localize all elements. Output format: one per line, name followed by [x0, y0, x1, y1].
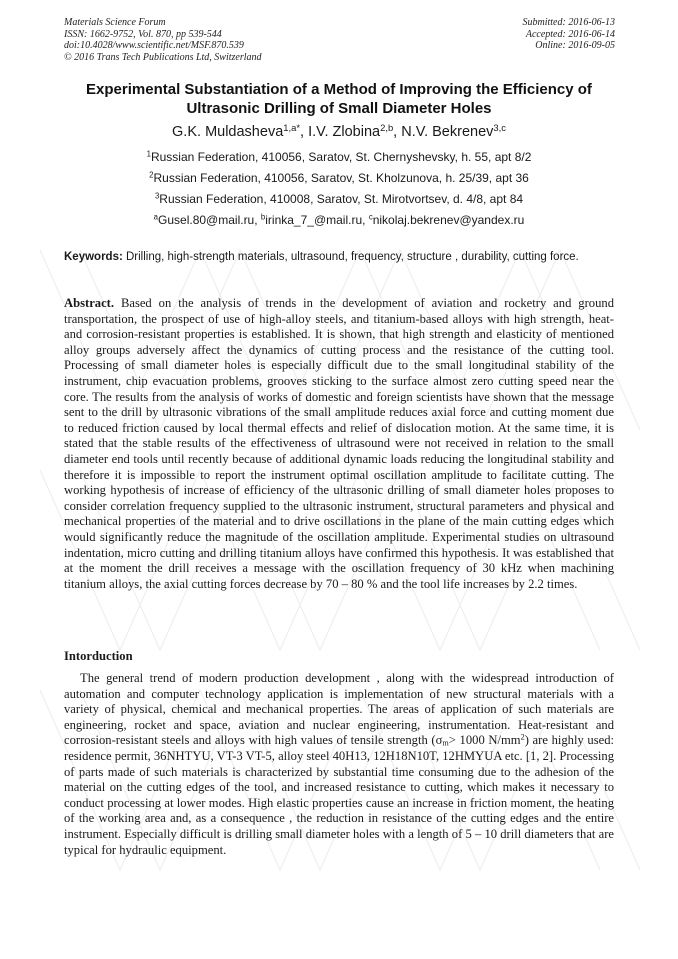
keywords — [64, 250, 614, 264]
abstract-label: Abstract. — [64, 296, 115, 310]
journal-name: Materials Science Forum — [64, 17, 166, 28]
paper-title: Experimental Substantiation of a Method of Improving the Efficiency of Ultrasonic Drilling of Small Diameter Holes — [86, 81, 592, 117]
intro-text: The general trend of modern production development , along with the widespread introduction of automation and computer technology application is implementation of new structural materials with a variety of physical, chemical and mechanical properties. The areas of application of such materials are engineering, rocket and space, aviation and nuclear engineering, instrumentation. Heat-resistant and corrosion-resistant steels and alloys with high values of tensile strength (σ — [64, 671, 614, 748]
affiliation-1 — [40, 150, 638, 164]
unit-superscript: 2 — [520, 732, 525, 742]
email-address[interactable]: irinka_7_@mail.ru, — [265, 213, 369, 227]
intro-text: > 1000 N/mm — [448, 733, 521, 748]
intro-text: ) are highly used: residence permit, 36NHTYU, VT-3 VT-5, alloy steel 40H13, 12H18N10T, 12HMYUA etc. [1, 2]. Processing of parts made of such materials is characterized by substantial time consuming due to the adhesion of the material on the cutting edges of the tool, and increased resistance to cutting, which makes it necessary to conduct processing at lower modes. High elastic properties cause an increase in friction moment, the heating of the working area and, as a consequence , the reduction in resistance of the cutting edges and the entire instrument. Especially difficult is drilling small diameter holes with a length of 5 – 10 drill diameters that are typical for hydraulic equipment. — [64, 733, 614, 857]
keywords-text: Drilling, high-strength materials, ultrasound, frequency, structure , durability, cutting force. — [122, 251, 579, 263]
author-superscript: 2,b — [380, 121, 394, 133]
email-marker: a — [153, 212, 159, 222]
accepted-date: Accepted: 2016-06-14 — [525, 28, 615, 40]
author-name: G.K. Muldasheva — [172, 124, 284, 140]
affiliation-marker: 2 — [149, 170, 154, 180]
abstract — [64, 296, 614, 592]
journal-info — [64, 17, 262, 63]
copyright-line: © 2016 Trans Tech Publications Ltd, Switzerland — [64, 51, 262, 63]
affiliation-marker: 1 — [146, 149, 151, 159]
author-name: I.V. Zlobina — [308, 124, 381, 140]
submission-dates — [523, 17, 616, 52]
issn-line: ISSN: 1662-9752, Vol. 870, pp 539-544 — [64, 28, 222, 40]
email-marker: c — [368, 212, 373, 222]
affiliation-text: Russian Federation, 410008, Saratov, St. Mirotvortsev, d. 4/8, apt 84 — [159, 192, 524, 206]
author-separator: , — [393, 124, 402, 140]
email-address[interactable]: Gusel.80@mail.ru, — [158, 213, 261, 227]
author-separator: , — [300, 124, 309, 140]
abstract-text: Based on the analysis of trends in the development of aviation and rocketry and ground transportation, the prospect of use of high-alloy steels, and titanium-based alloys with high strength, heat-and corrosion-resistant properties is established. It is shown, that high strength and elasticity of mentioned alloy groups adversely affect the dynamics of cutting process and the resistance of the cutting tool. Processing of small diameter holes is especially difficult due to the small longitudinal stability of the instrument, chip evacuation problems, grooves sticking to the surface almost zero cutting speed near the core. The results from the analysis of works of domestic and foreign scientists have shown that the message sent to the drill by ultrasonic vibrations of the small amplitude reduces axial force and cutting moment due to reduced friction caused by local thermal effects and relief of dislocation motion. At the same time, it is stated that the stable results of the effectiveness of ultrasound were not received in relation to the small diameter end tools until recently because of additional dynamic loads reducing the longitudinal stability and therefore it is impossible to report the instrument optimal oscillation amplitude to facilitate cutting. The working hypothesis of increase of efficiency of the ultrasonic drilling of small diameter holes proposes to consider correlation frequency supplied to the ultrasonic instrument, structural parameters and physical and mechanical properties of the material and to drive oscillations in the plane of the main cutting edges which would significantly reduce the magnitude of the oscillation amplitude. Experimental studies on ultrasound indentation, micro cutting and drilling titanium alloys have confirmed this hypothesis. It was established that at the moment the drill receives a message with the oscillation frequency of 30 kHz when machining titanium alloys, the axial cutting forces decrease by 70 – 80 % and the tool life increases by 2.2 times. — [64, 296, 614, 591]
author-name: N.V. Bekrenev — [401, 124, 494, 140]
email-address[interactable]: nikolaj.bekrenev@yandex.ru — [372, 213, 525, 227]
affiliation-text: Russian Federation, 410056, Saratov, St. Chernyshevsky, h. 55, apt 8/2 — [150, 150, 532, 164]
submitted-date: Submitted: 2016-06-13 — [522, 17, 615, 28]
sigma-subscript: m — [442, 739, 449, 748]
section-heading-introduction: Intorduction — [64, 649, 133, 663]
author-list — [40, 123, 638, 141]
email-list — [40, 213, 638, 227]
introduction-paragraph — [64, 671, 614, 858]
doi-line: doi:10.4028/www.scientific.net/MSF.870.539 — [64, 40, 244, 51]
affiliation-2 — [40, 171, 638, 185]
keywords-label: Keywords: — [64, 251, 123, 263]
author-superscript: 1,a* — [283, 121, 301, 133]
affiliation-3 — [40, 192, 638, 206]
online-date: Online: 2016-09-05 — [535, 40, 615, 51]
email-marker: b — [260, 212, 266, 222]
affiliation-text: Russian Federation, 410056, Saratov, St. Kholzunova, h. 25/39, apt 36 — [153, 171, 529, 185]
author-superscript: 3,c — [493, 121, 506, 133]
affiliation-marker: 3 — [154, 191, 160, 201]
